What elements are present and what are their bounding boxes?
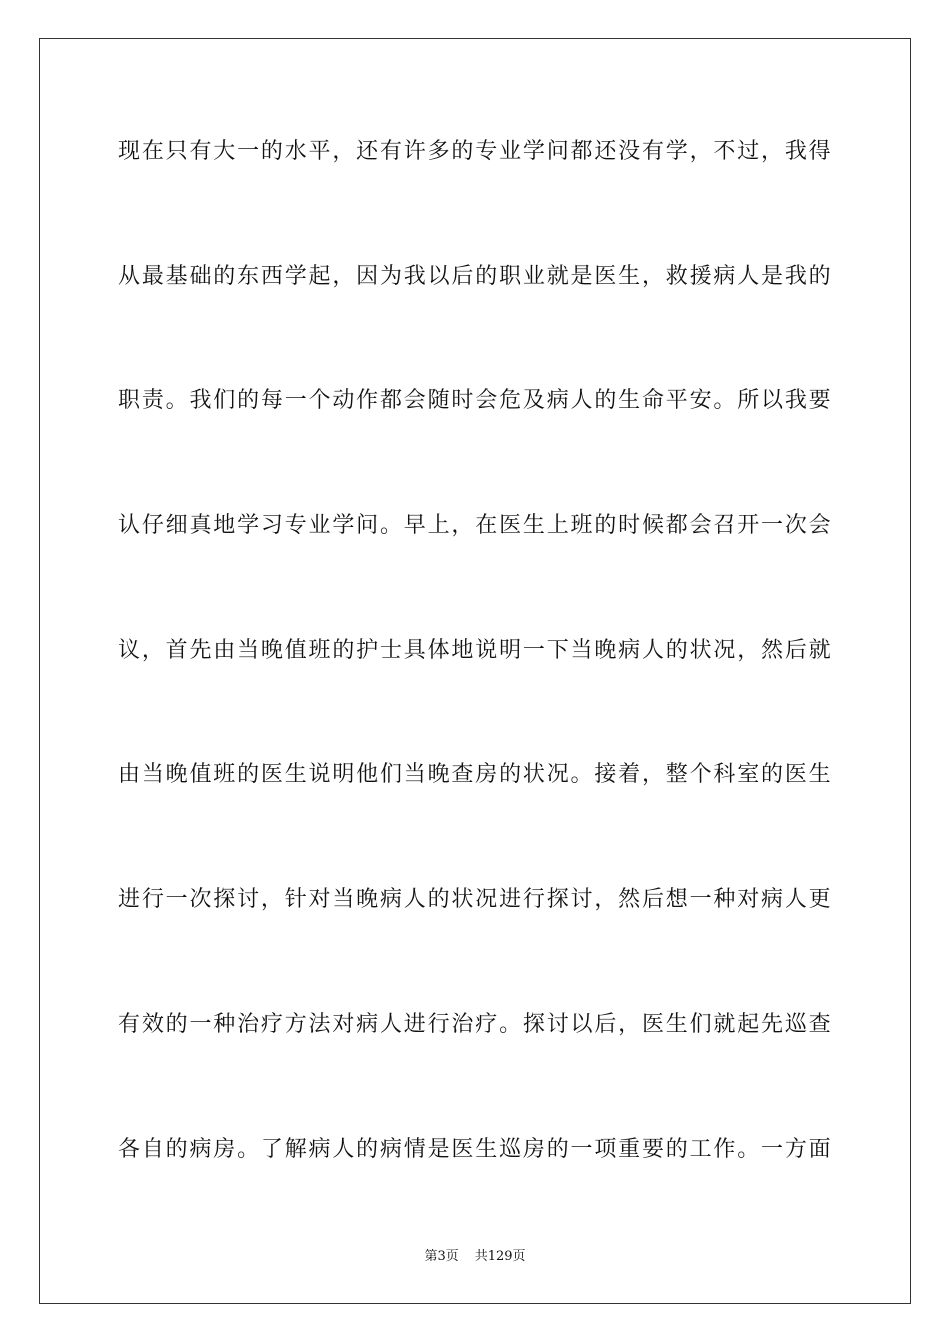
total-pages: 共129页	[474, 1249, 526, 1264]
text-line: 职责。我们的每一个动作都会随时会危及病人的生命平安。所以我要	[118, 388, 832, 414]
text-line: 现在只有大一的水平，还有许多的专业学问都还没有学，不过，我得	[118, 139, 832, 164]
text-line: 议，首先由当晚值班的护士具体地说明一下当晚病人的状况，然后就	[118, 637, 832, 663]
page-number: 第3页	[424, 1249, 459, 1264]
text-line: 有效的一种治疗方法对病人进行治疗。探讨以后，医生们就起先巡查	[118, 1011, 832, 1037]
text-line: 进行一次探讨，针对当晚病人的状况进行探讨，然后想一种对病人更	[118, 887, 832, 913]
text-line: 认仔细真地学习专业学问。早上，在医生上班的时候都会召开一次会	[118, 513, 832, 539]
page-footer	[0, 1247, 950, 1267]
text-line: 各自的病房。了解病人的病情是医生巡房的一项重要的工作。一方面	[118, 1136, 832, 1162]
document-body	[118, 128, 832, 1250]
text-line: 由当晚值班的医生说明他们当晚查房的状况。接着，整个科室的医生	[118, 762, 832, 788]
text-line: 从最基础的东西学起，因为我以后的职业就是医生，救援病人是我的	[118, 263, 832, 289]
